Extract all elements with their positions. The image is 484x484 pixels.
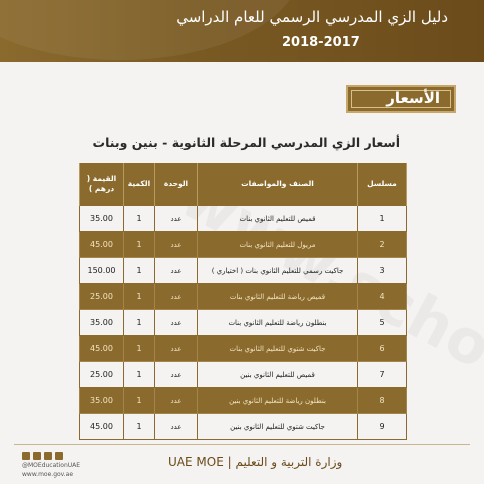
footer-divider bbox=[14, 444, 470, 445]
qty-cell: 1 bbox=[124, 232, 155, 258]
price-cell: 35.00 bbox=[80, 388, 124, 414]
item-cell: بنطلون رياضة للتعليم الثانوي بنات bbox=[198, 310, 358, 336]
item-cell: قميص للتعليم الثانوي بنات bbox=[198, 206, 358, 232]
qty-cell: 1 bbox=[124, 336, 155, 362]
qty-cell: 1 bbox=[124, 206, 155, 232]
table-title: أسعار الزي المدرسي المرحلة الثانوية - بنين وبنات bbox=[92, 135, 400, 150]
item-cell: بنطلون رياضة للتعليم الثانوي بنين bbox=[198, 388, 358, 414]
section-title: الأسعار bbox=[386, 89, 440, 107]
price-cell: 45.00 bbox=[80, 336, 124, 362]
social-icons bbox=[22, 452, 63, 460]
serial-cell: 4 bbox=[358, 284, 407, 310]
serial-cell: 9 bbox=[358, 414, 407, 440]
twitter-icon[interactable] bbox=[55, 452, 63, 460]
table-row bbox=[80, 258, 407, 284]
unit-cell: عدد bbox=[155, 388, 198, 414]
price-table-container bbox=[79, 163, 406, 440]
section-banner bbox=[346, 85, 456, 113]
item-cell: جاكيت شتوي للتعليم الثانوي بنات bbox=[198, 336, 358, 362]
price-cell: 35.00 bbox=[80, 206, 124, 232]
price-cell: 45.00 bbox=[80, 232, 124, 258]
serial-cell: 1 bbox=[358, 206, 407, 232]
qty-cell: 1 bbox=[124, 258, 155, 284]
serial-cell: 8 bbox=[358, 388, 407, 414]
serial-cell: 7 bbox=[358, 362, 407, 388]
item-cell: جاكيت شتوي للتعليم الثانوي بنين bbox=[198, 414, 358, 440]
table-row bbox=[80, 206, 407, 232]
serial-cell: 6 bbox=[358, 336, 407, 362]
unit-cell: عدد bbox=[155, 284, 198, 310]
ministry-name: UAE MOE | وزارة التربية و التعليم bbox=[168, 455, 343, 469]
instagram-icon[interactable] bbox=[22, 452, 30, 460]
serial-cell: 2 bbox=[358, 232, 407, 258]
website-url[interactable]: www.moe.gov.ae bbox=[22, 471, 74, 478]
qty-cell: 1 bbox=[124, 388, 155, 414]
page-title: دليل الزي المدرسي الرسمي للعام الدراسي bbox=[176, 8, 448, 26]
item-cell: قميص للتعليم الثانوي بنين bbox=[198, 362, 358, 388]
academic-year: 2018-2017 bbox=[282, 35, 360, 50]
social-handle: @MOEducationUAE bbox=[22, 462, 81, 469]
page-header bbox=[0, 0, 484, 62]
price-cell: 25.00 bbox=[80, 284, 124, 310]
unit-cell: عدد bbox=[155, 206, 198, 232]
table-row bbox=[80, 336, 407, 362]
table-row bbox=[80, 388, 407, 414]
serial-cell: 5 bbox=[358, 310, 407, 336]
price-cell: 45.00 bbox=[80, 414, 124, 440]
table-row bbox=[80, 284, 407, 310]
price-cell: 150.00 bbox=[80, 258, 124, 284]
header-item: الصنف والمواصفات bbox=[198, 163, 358, 206]
unit-cell: عدد bbox=[155, 310, 198, 336]
qty-cell: 1 bbox=[124, 362, 155, 388]
unit-cell: عدد bbox=[155, 258, 198, 284]
table-row bbox=[80, 310, 407, 336]
qty-cell: 1 bbox=[124, 284, 155, 310]
table-row bbox=[80, 232, 407, 258]
item-cell: قميص رياضة للتعليم الثانوي بنات bbox=[198, 284, 358, 310]
header-serial: مسلسل bbox=[358, 163, 407, 206]
price-cell: 35.00 bbox=[80, 310, 124, 336]
facebook-icon[interactable] bbox=[44, 452, 52, 460]
unit-cell: عدد bbox=[155, 336, 198, 362]
table-row bbox=[80, 362, 407, 388]
item-cell: مريول للتعليم الثانوي بنات bbox=[198, 232, 358, 258]
unit-cell: عدد bbox=[155, 232, 198, 258]
header-qty: الكمية bbox=[124, 163, 155, 206]
price-table bbox=[79, 163, 407, 440]
qty-cell: 1 bbox=[124, 310, 155, 336]
table-header-row bbox=[80, 163, 407, 206]
youtube-icon[interactable] bbox=[33, 452, 41, 460]
item-cell: جاكيت رسمي للتعليم الثانوي بنات ( اختياري ) bbox=[198, 258, 358, 284]
unit-cell: عدد bbox=[155, 362, 198, 388]
price-cell: 25.00 bbox=[80, 362, 124, 388]
unit-cell: عدد bbox=[155, 414, 198, 440]
serial-cell: 3 bbox=[358, 258, 407, 284]
table-row bbox=[80, 414, 407, 440]
qty-cell: 1 bbox=[124, 414, 155, 440]
header-unit: الوحدة bbox=[155, 163, 198, 206]
header-value: القيمة ( درهم ) bbox=[80, 163, 124, 206]
